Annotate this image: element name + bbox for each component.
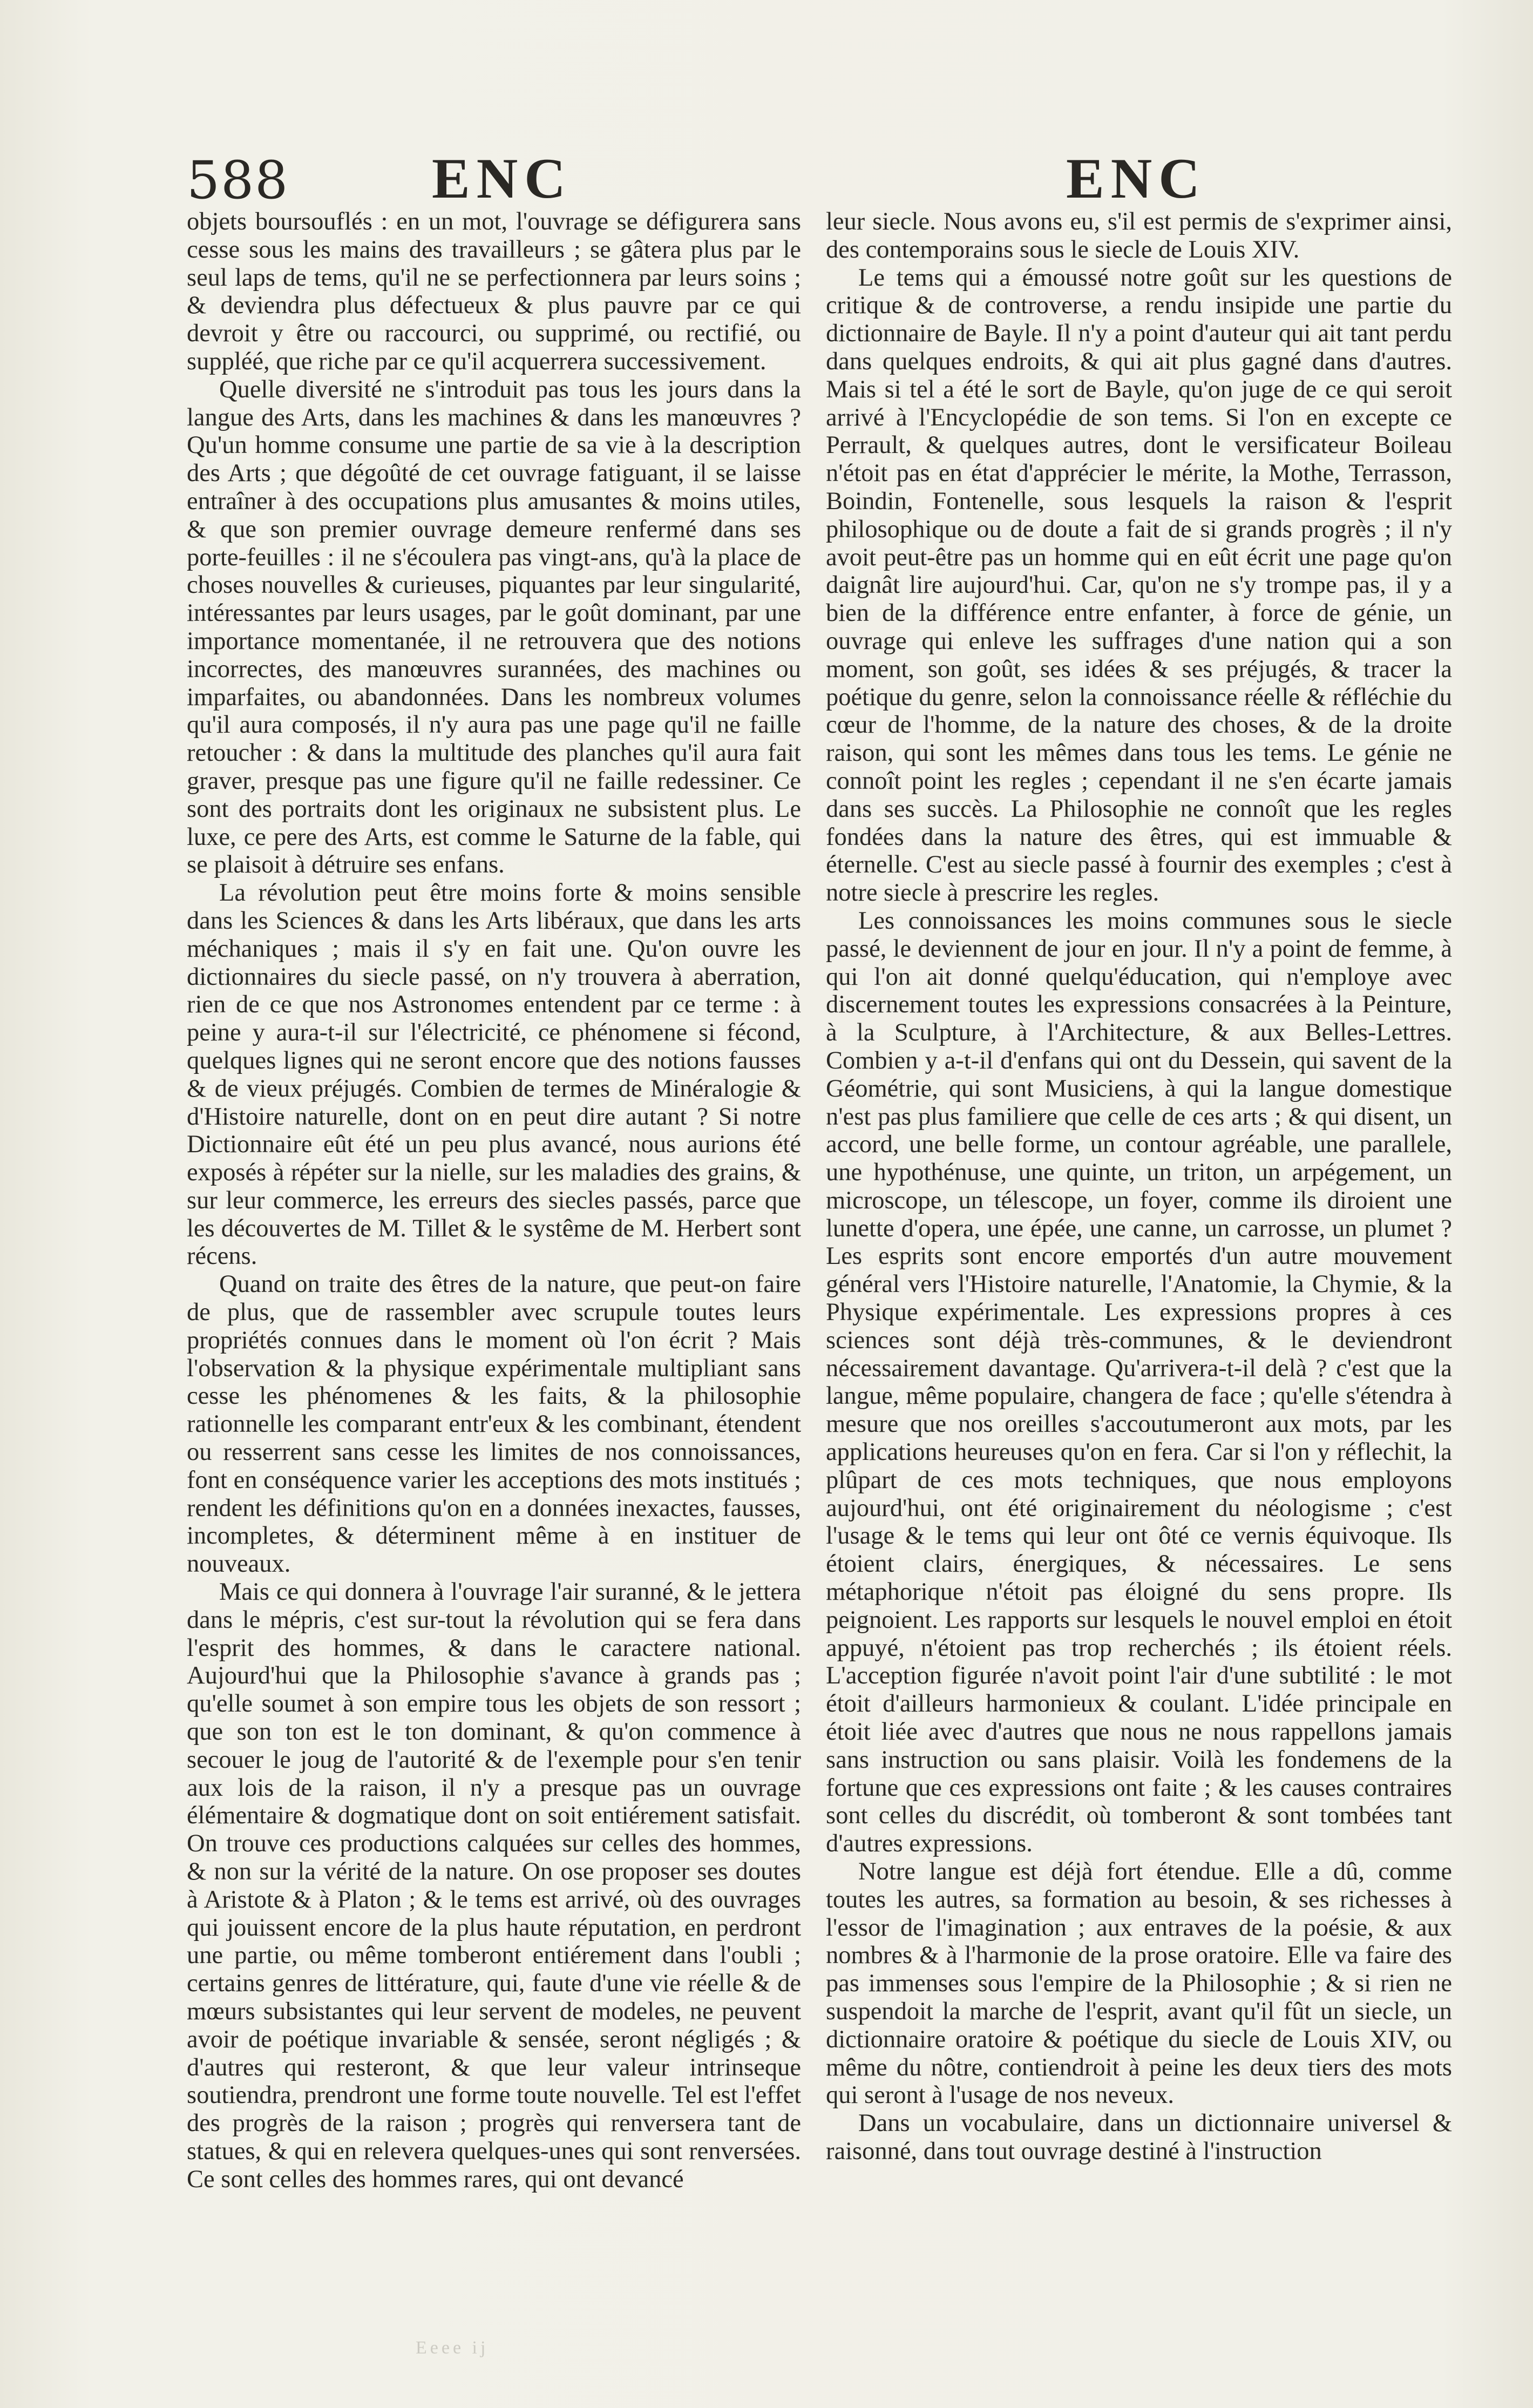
paragraph: La révolution peut être moins forte & moins sensible dans les Sciences & dans les Arts libéraux, que dans les arts méchaniques ; mais il s'y en fait une. Qu'on ouvre les dictionnaires du siecle passé, on n'y trouvera à aberration, rien de ce que nos Astronomes entendent par ce terme : à peine y aura-t-il sur l'électricité, ce phénomene si fécond, quelques lignes qui ne seront encore que des notions fausses & de vieux préjugés. Combien de termes de Minéralogie & d'Histoire naturelle, dont on en peut dire autant ? Si notre Dictionnaire eût été un peu plus avancé, nous aurions été exposés à répéter sur la nielle, sur les maladies des grains, & sur leur commerce, les erreurs des siecles passés, parce que les découvertes de M. Tillet & le systême de M. Herbert sont récens. <box>187 879 801 1270</box>
left-column <box>187 208 801 2357</box>
paragraph: Le tems qui a émoussé notre goût sur les questions de critique & de controverse, a rendu insipide une partie du dictionnaire de Bayle. Il n'y a point d'auteur qui ait tant perdu dans quelques endroits, & qui ait plus gagné dans d'autres. Mais si tel a été le sort de Bayle, qu'on juge de ce qui seroit arrivé à l'Encyclopédie de son tems. Si l'on en excepte ce Perrault, & quelques autres, dont le versificateur Boileau n'étoit pas en état d'apprécier le mérite, la Mothe, Terrasson, Boindin, Fontenelle, sous lesquels la raison & l'esprit philosophique ou de doute a fait de si grands progrès ; il n'y avoit peut-être pas un homme qui en eût écrit une page qu'on daignât lire aujourd'hui. Car, qu'on ne s'y trompe pas, il y a bien de la différence entre enfanter, à force de génie, un ouvrage qui enleve les suffrages d'une nation qui a son moment, son goût, ses idées & ses préjugés, & tracer la poétique du genre, selon la connoissance réelle & réfléchie du cœur de l'homme, de la nature des choses, & de la droite raison, qui sont les mêmes dans tous les tems. Le génie ne connoît point les regles ; cependant il ne s'en écarte jamais dans ses succès. La Philosophie ne connoît que les regles fondées dans la nature des êtres, qui est immuable & éternelle. C'est au siecle passé à fournir des exemples ; c'est à notre siecle à prescrire les regles. <box>826 263 1452 907</box>
running-head-left: ENC <box>432 147 572 210</box>
signature-mark: Eeee ij <box>416 2338 489 2358</box>
paragraph: objets boursouflés : en un mot, l'ouvrage se défigurera sans cesse sous les mains des travailleurs ; se gâtera plus par le seul laps de tems, qu'il ne se perfectionnera par leurs soins ; & deviendra plus défectueux & plus pauvre par ce qui devroit y être ou raccourci, ou supprimé, ou rectifié, ou suppléé, que riche par ce qu'il acquerrera successivement. <box>187 208 801 375</box>
paragraph: Dans un vocabulaire, dans un dictionnaire universel & raisonné, dans tout ouvrage destiné à l'instruction <box>826 2109 1452 2165</box>
paragraph: Mais ce qui donnera à l'ouvrage l'air suranné, & le jettera dans le mépris, c'est sur-tout la révolution qui se fera dans l'esprit des hommes, & dans le caractere national. Aujourd'hui que la Philosophie s'avance à grands pas ; qu'elle soumet à son empire tous les objets de son ressort ; que son ton est le ton dominant, & qu'on commence à secouer le joug de l'autorité & de l'exemple pour s'en tenir aux lois de la raison, il n'y a presque pas un ouvrage élémentaire & dogmatique dont on soit entiérement satisfait. On trouve ces productions calquées sur celles des hommes, & non sur la vérité de la nature. On ose proposer ses doutes à Aristote & à Platon ; & le tems est arrivé, où des ouvrages qui jouissent encore de la plus haute réputation, en perdront une partie, ou même tomberont entiérement dans l'oubli ; certains genres de littérature, qui, faute d'une vie réelle & de mœurs subsistantes qui leur servent de modeles, ne peuvent avoir de poétique invariable & sensée, seront négligés ; & d'autres qui resteront, & que leur valeur intrinseque soutiendra, prendront une forme toute nouvelle. Tel est l'effet des progrès de la raison ; progrès qui renversera tant de statues, & qui en relevera quelques-unes qui sont renversées. Ce sont celles des hommes rares, qui ont devancé <box>187 1578 801 2193</box>
paragraph: leur siecle. Nous avons eu, s'il est permis de s'exprimer ainsi, des contemporains sous le siecle de Louis XIV. <box>826 208 1452 263</box>
paragraph: Quand on traite des êtres de la nature, que peut-on faire de plus, que de rassembler avec scrupule toutes leurs propriétés connues dans le moment où l'on écrit ? Mais l'observation & la physique expérimentale multipliant sans cesse les phénomenes & les faits, & la philosophie rationnelle les comparant entr'eux & les combinant, étendent ou resserrent sans cesse les limites de nos connoissances, font en conséquence varier les acceptions des mots institués ; rendent les définitions qu'on en a données inexactes, fausses, incompletes, & déterminent même à en instituer de nouveaux. <box>187 1270 801 1578</box>
running-head-right: ENC <box>1066 147 1206 210</box>
paragraph: Les connoissances les moins communes sous le siecle passé, le deviennent de jour en jour. Il n'y a point de femme, à qui l'on ait donné quelqu'éducation, qui n'employe avec discernement toutes les expressions consacrées à la Peinture, à la Sculpture, à l'Architecture, & aux Belles-Lettres. Combien y a-t-il d'enfans qui ont du Dessein, qui savent de la Géométrie, qui sont Musiciens, à qui la langue domestique n'est pas plus familiere que celle de ces arts ; & qui disent, un accord, une belle forme, un contour agréable, une parallele, une hypothénuse, une quinte, un triton, un arpégement, un microscope, un télescope, un foyer, comme ils diroient une lunette d'opera, une épée, une canne, un carrosse, un plumet ? Les esprits sont encore emportés d'un autre mouvement général vers l'Histoire naturelle, l'Anatomie, la Chymie, & la Physique expérimentale. Les expressions propres à ces sciences sont déjà très-communes, & le deviendront nécessairement davantage. Qu'arrivera-t-il delà ? c'est que la langue, même populaire, changera de face ; qu'elle s'étendra à mesure que nos oreilles s'accoutumeront aux mots, par les applications heureuses qu'on en fera. Car si l'on y réflechit, la plûpart de ces mots techniques, que nous employons aujourd'hui, ont été originairement du néologisme ; c'est l'usage & le tems qui leur ont ôté ce vernis équivoque. Ils étoient clairs, énergiques, & nécessaires. Le sens métaphorique n'étoit pas éloigné du sens propre. Ils peignoient. Les rapports sur lesquels le nouvel emploi en étoit appuyé, n'étoient pas trop recherchés ; ils étoient réels. L'acception figurée n'avoit point l'air d'une subtilité : le mot étoit d'ailleurs harmonieux & coulant. L'idée principale en étoit liée avec d'autres que nous ne nous rappellons jamais sans instruction ou sans plaisir. Voilà les fondemens de la fortune que ces expressions ont faite ; & les causes contraires sont celles du discrédit, où tomberont & sont tombées tant d'autres expressions. <box>826 907 1452 1858</box>
paragraph: Notre langue est déjà fort étendue. Elle a dû, comme toutes les autres, sa formation au besoin, & ses richesses à l'essor de l'imagination ; aux entraves de la poésie, & aux nombres & à l'harmonie de la prose oratoire. Elle va faire des pas immenses sous l'empire de la Philosophie ; & si rien ne suspendoit la marche de l'esprit, avant qu'il fût un siecle, un dictionnaire oratoire & poétique du siecle de Louis XIV, ou même du nôtre, contiendroit à peine les deux tiers des mots qui seront à l'usage de nos neveux. <box>826 1858 1452 2109</box>
page-number: 588 <box>187 150 289 211</box>
right-column <box>826 208 1452 2357</box>
paragraph: Quelle diversité ne s'introduit pas tous les jours dans la langue des Arts, dans les machines & dans les manœuvres ? Qu'un homme consume une partie de sa vie à la description des Arts ; que dégoûté de cet ouvrage fatiguant, il se laisse entraîner à des occupations plus amusantes & moins utiles, & que son premier ouvrage demeure renfermé dans ses porte-feuilles : il ne s'écoulera pas vingt-ans, qu'à la place de choses nouvelles & curieuses, piquantes par leur singularité, intéressantes par leurs usages, par le goût dominant, par une importance momentanée, il ne retrouvera que des notions incorrectes, des manœuvres surannées, des machines ou imparfaites, ou abandonnées. Dans les nombreux volumes qu'il aura composés, il n'y aura pas une page qu'il ne faille retoucher : & dans la multitude des planches qu'il aura fait graver, presque pas une figure qu'il ne faille redessiner. Ce sont des portraits dont les originaux ne subsistent plus. Le luxe, ce pere des Arts, est comme le Saturne de la fable, qui se plaisoit à détruire ses enfans. <box>187 375 801 879</box>
